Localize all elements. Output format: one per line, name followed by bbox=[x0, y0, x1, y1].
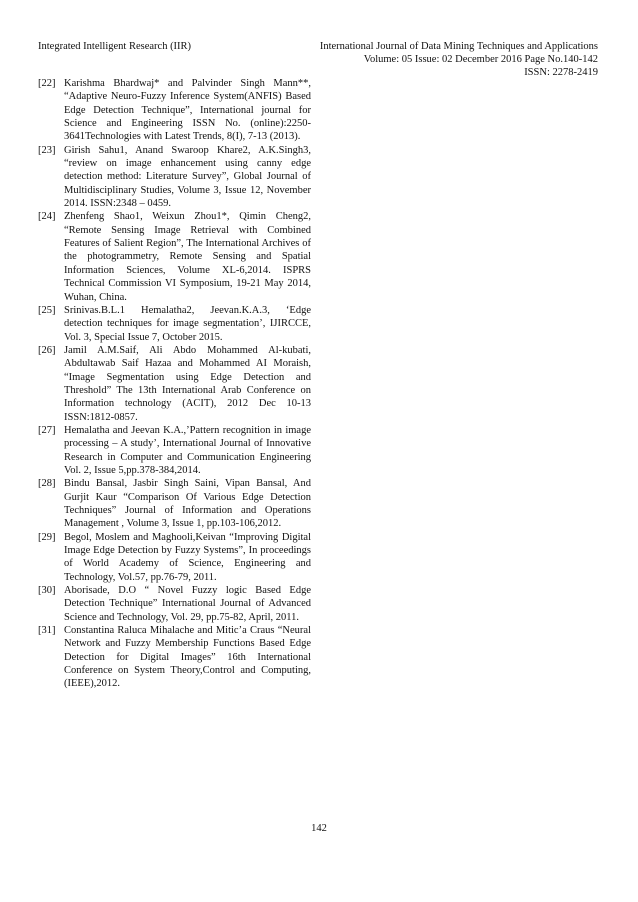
reference-text: Hemalatha and Jeevan K.A.,’Pattern recognition in image processing – A study’, International Journal of Innovative Research in Computer and Communication Engineering Vol. 2, Issue 5,pp.378-384,2014. bbox=[64, 424, 311, 476]
reference-number: [29] bbox=[38, 531, 56, 543]
reference-number: [24] bbox=[38, 211, 56, 223]
reference-text: Karishma Bhardwaj* and Palvinder Singh Mann**, “Adaptive Neuro-Fuzzy Inference System(ANFIS) Based Edge Detection Technique”, International journal for Science and Engineering ISSN No. (online):2250-3641Technologies with Latest Trends, 8(I), 7-13 (2013). bbox=[64, 78, 311, 143]
reference-text: Constantina Raluca Mihalache and Mitic’a Craus “Neural Network and Fuzzy Membership Functions Based Edge Detection for Digital Images” 16th International Conference on System Theory,Control and Computing,(IEEE),2012. bbox=[64, 625, 311, 690]
reference-number: [28] bbox=[38, 478, 56, 490]
journal-title: International Journal of Data Mining Techniques and Applications bbox=[319, 41, 598, 52]
reference-text: Jamil A.M.Saif, Ali Abdo Mohammed Al-kubati, Abdultawab Saif Hazaa and Mohammed AI Moraish, “Image Segmentation using Edge Detection and Threshold” The 13th International Arab Conference on Information technology (ACIT), 2012 Dec 10-13 ISSN:1812-0857. bbox=[64, 344, 311, 423]
reference-item bbox=[38, 477, 311, 530]
reference-number: [26] bbox=[38, 344, 56, 356]
reference-item bbox=[38, 531, 311, 584]
reference-text: Srinivas.B.L.1 Hemalatha2, Jeevan.K.A.3, ‘Edge detection techniques for image segmentation’, IJIRCCE, Vol. 3, Special Issue 7, October 2015. bbox=[64, 304, 311, 343]
volume-issue-pages: Volume: 05 Issue: 02 December 2016 Page No.140-142 bbox=[363, 54, 598, 65]
reference-number: [25] bbox=[38, 304, 56, 316]
running-header-left: Integrated Intelligent Research (IIR) bbox=[38, 41, 192, 52]
reference-number: [23] bbox=[38, 144, 56, 156]
reference-item bbox=[38, 424, 311, 477]
reference-text: Girish Sahu1, Anand Swaroop Khare2, A.K.Singh3, “review on image enhancement using canny edge detection method: Literature Survey”, Global Journal of Multidisciplinary Studies, Volume 3, Issue 12, November 2014. ISSN:2348 – 0459. bbox=[64, 144, 311, 210]
reference-number: [31] bbox=[38, 625, 56, 637]
reference-list bbox=[38, 77, 311, 691]
reference-text: Bindu Bansal, Jasbir Singh Saini, Vipan Bansal, And Gurjit Kaur “Comparison Of Various Edge Detection Techniques” Journal of Information and Operations Management , Volume 3, Issue 1, pp.103-106,2012. bbox=[64, 478, 311, 530]
reference-item bbox=[38, 144, 311, 211]
running-header-right bbox=[320, 40, 598, 79]
reference-text: Zhenfeng Shao1, Weixun Zhou1*, Qimin Cheng2, “Remote Sensing Image Retrieval with Combined Features of Salient Region”, The International Archives of the photogrammetry, Remote Sensing and Spatial Information Sciences, Volume XL-6,2014. ISPRS Technical Commission VI Symposium, 19-21 May 2014, Wuhan, China. bbox=[64, 211, 311, 303]
reference-text: Begol, Moslem and Maghooli,Keivan “Improving Digital Image Edge Detection by Fuzzy Systems”, In proceedings of World Academy of Science, Engineering and Technology, Vol.57, pp.76-79, 2011. bbox=[64, 531, 311, 583]
reference-item bbox=[38, 77, 311, 144]
reference-text: Aborisade, D.O “ Novel Fuzzy logic Based Edge Detection Technique” International Journal of Advanced Science and Technology, Vol. 29, pp.75-82, April, 2011. bbox=[64, 585, 311, 623]
reference-item bbox=[38, 624, 311, 691]
issn: ISSN: 2278-2419 bbox=[524, 67, 598, 78]
reference-item bbox=[38, 584, 311, 624]
reference-item bbox=[38, 210, 311, 303]
reference-item bbox=[38, 344, 311, 424]
page-number: 142 bbox=[311, 823, 327, 834]
reference-number: [27] bbox=[38, 424, 56, 436]
reference-item bbox=[38, 304, 311, 344]
reference-number: [22] bbox=[38, 78, 56, 89]
reference-number: [30] bbox=[38, 585, 56, 597]
